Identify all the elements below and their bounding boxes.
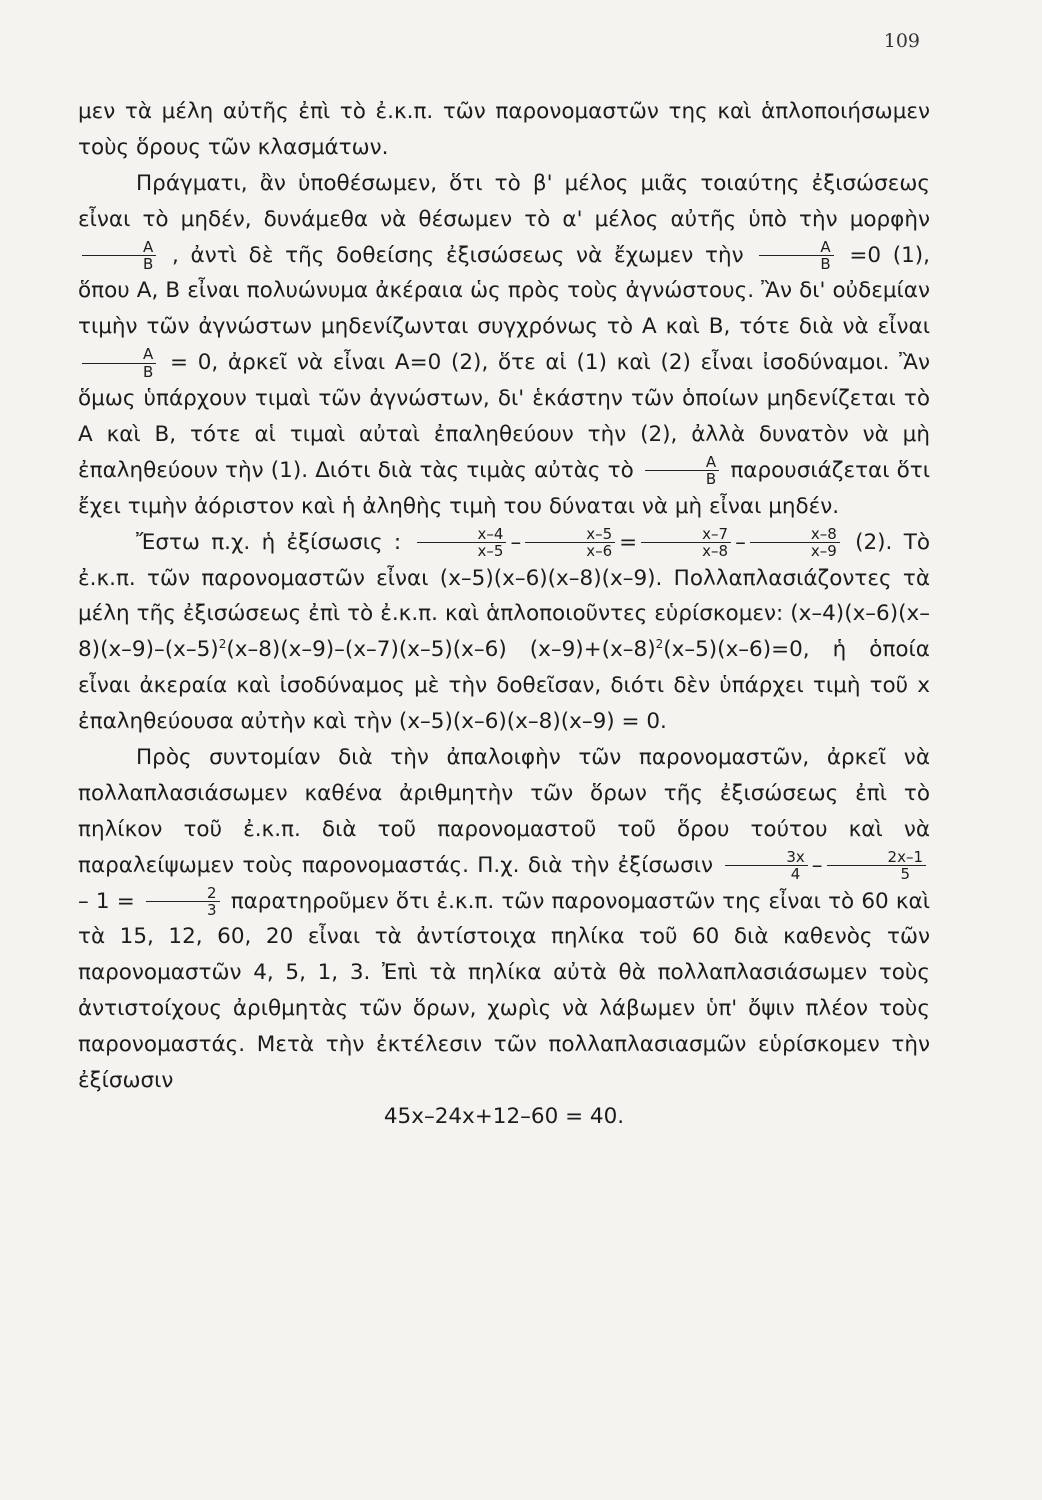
paragraph-3: Ἔστω π.χ. ἡ ἐξίσωσις : $\frac{x-4}{x-5}$ – $\frac{x-5}{x-6}$ = $\frac{x-7}{x-8}$ – $\frac{x-8}{x-9}$ (2). Τὸ ἐ.κ.π. τῶν παρονομαστῶν εἶναι (x–5)(x–6)(x–8)(x–9). Πολλαπλασιάζοντες τὰ μέλη τῆς ἐξισώσεως ἐπὶ τὸ ἐ.κ.π. καὶ ἁπλοποιοῦντες εὑρίσκομεν: $(x-4)(x-6)(x-8)(x-9)-(x-5)^2(x-8)(x-9)-(x-7)(x-5)(x-6)$ $(x-9)+(x-8)^2(x-5)(x-6)=0$, ἡ ὁποία εἶναι ἀκεραία καὶ ἰσοδύναμος μὲ τὴν δοθεῖσαν, διότι δὲν ὑπάρχει τιμὴ τοῦ x ἐπαληθεύουσα αὐτὴν καὶ τὴν (x–5)(x–6)(x–8)(x–9) = 0. bbox=[78, 524, 930, 735]
equation-fraction: $\frac{x-5}{x-6}$ bbox=[525, 526, 615, 560]
equation-fraction: $\frac{x-4}{x-5}$ bbox=[417, 526, 507, 560]
page-number: 109 bbox=[883, 30, 920, 52]
fraction-a-over-b: $\frac{A}{B}$ bbox=[759, 239, 833, 273]
body-text bbox=[78, 94, 930, 1135]
example-fraction: $\frac{2}{3}$ bbox=[146, 885, 220, 919]
equation-fraction: $\frac{x-8}{x-9}$ bbox=[750, 526, 840, 560]
example-fraction: $\frac{3x}{4}$ bbox=[725, 849, 807, 883]
fraction-a-over-b: $\frac{A}{B}$ bbox=[82, 239, 156, 273]
example-fraction: $\frac{2x-1}{5}$ bbox=[827, 849, 926, 883]
equation-fraction: $\frac{x-7}{x-8}$ bbox=[641, 526, 731, 560]
paragraph-2: Πράγματι, ἂν ὑποθέσωμεν, ὅτι τὸ β' μέλος μιᾶς τοιαύτης ἐξισώσεως εἶναι τὸ μηδέν, δυνάμεθα νὰ θέσωμεν τὸ α' μέλος αὐτῆς ὑπὸ τὴν μορφὴν $\frac{A}{B}$ , ἀντὶ δὲ τῆς δοθείσης ἐξισώσεως νὰ ἔχωμεν τὴν $\frac{A}{B}$ =0 (1), ὅπου A, B εἶναι πολυώνυμα ἀκέραια ὡς πρὸς τοὺς ἀγνώστους. Ἂν δι' οὐδεμίαν τιμὴν τῶν ἀγνώστων μηδενίζωνται συγχρόνως τὸ A καὶ B, τότε διὰ νὰ εἶναι $\frac{A}{B}$ = 0, ἀρκεῖ νὰ εἶναι A=0 (2), ὅτε αἱ (1) καὶ (2) εἶναι ἰσοδύναμοι. Ἂν ὅμως ὑπάρχουν τιμαὶ τῶν ἀγνώστων, δι' ἑκάστην τῶν ὁποίων μηδενίζεται τὸ A καὶ B, τότε αἱ τιμαὶ αὐταὶ ἐπαληθεύουν τὴν (2), ἀλλὰ δυνατὸν νὰ μὴ ἐπαληθεύουν τὴν (1). Διότι διὰ τὰς τιμὰς αὐτὰς τὸ $\frac{A}{B}$ παρουσιάζεται ὅτι ἔχει τιμὴν ἀόριστον καὶ ἡ ἀληθὴς τιμὴ του δύναται νὰ μὴ εἶναι μηδέν. bbox=[78, 170, 931, 519]
paragraph-1: μεν τὰ μέλη αὐτῆς ἐπὶ τὸ ἐ.κ.π. τῶν παρονομαστῶν της καὶ ἁπλοποιήσωμεν τοὺς ὅρους τῶν κλασμάτων. bbox=[78, 99, 930, 160]
final-equation: 45x–24x+12–60 = 40. bbox=[383, 1103, 625, 1129]
fraction-a-over-b: $\frac{A}{B}$ bbox=[82, 346, 156, 380]
fraction-a-over-b: $\frac{A}{B}$ bbox=[645, 454, 719, 488]
paragraph-4: Πρὸς συντομίαν διὰ τὴν ἀπαλοιφὴν τῶν παρονομαστῶν, ἀρκεῖ νὰ πολλαπλασιάσωμεν καθένα ἀριθμητὴν τῶν ὅρων τῆς ἐξισώσεως ἐπὶ τὸ πηλίκον τοῦ ἐ.κ.π. διὰ τοῦ παρονομαστοῦ τοῦ ὅρου τούτου καὶ νὰ παραλείψωμεν τοὺς παρονομαστάς. Π.χ. διὰ τὴν ἐξίσωσιν $\frac{3x}{4}$ – $\frac{2x-1}{5}$ – 1 = $\frac{2}{3}$ παρατηροῦμεν ὅτι ἐ.κ.π. τῶν παρονομαστῶν της εἶναι τὸ 60 καὶ τὰ 15, 12, 60, 20 εἶναι τὰ ἀντίστοιχα πηλίκα τοῦ 60 διὰ καθενὸς τῶν παρονομαστῶν 4, 5, 1, 3. Ἐπὶ τὰ πηλίκα αὐτὰ θὰ πολλαπλασιάσωμεν τοὺς ἀντιστοίχους ἀριθμητὰς τῶν ὅρων, χωρὶς νὰ λάβωμεν ὑπ' ὄψιν πλέον τοὺς παρονομαστάς. Μετὰ τὴν ἐκτέλεσιν τῶν πολλαπλασιασμῶν εὑρίσκομεν τὴν ἐξίσωσιν bbox=[78, 745, 930, 1094]
